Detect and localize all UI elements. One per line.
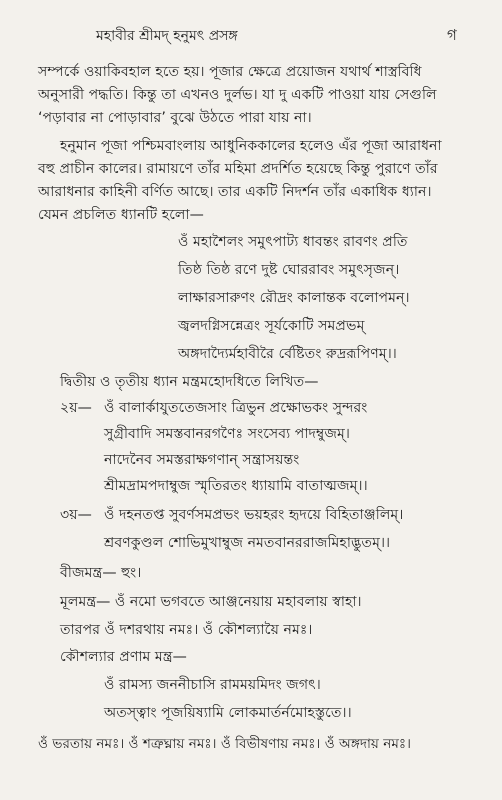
para2-line: বহু প্রাচীন কালের। রামায়ণে তাঁর মহিমা প্রদর্শিত হয়েছে কিন্তু পুরাণে তাঁর [38, 161, 438, 177]
dhyana1-line: ওঁ মহাশৈলং সমুৎপাট্য ধাবন্তং রাবণং প্রতি [178, 234, 408, 250]
dhyana1-line: তিষ্ঠ তিষ্ঠ রণে দুষ্ট ঘোররাবং সমুৎসৃজন্‌। [178, 262, 400, 278]
para1-line: অনুসারী পদ্ধতি। কিন্তু তা এখনও দুর্লভ। যা দু একটি পাওয়া যায় সেগুলি [38, 87, 437, 103]
dhyana2-label: ২য়— [60, 400, 92, 416]
final-line: ওঁ ভরতায় নমঃ। ওঁ শত্রুঘ্নায় নমঃ। ওঁ বিভীষণায় নমঃ। ওঁ অঙ্গদায় নমঃ। [38, 736, 412, 752]
dhyana2-line: ওঁ বালার্কাযুততেজসাং ত্রিভুন প্রক্ষোভকং সুন্দরং [104, 400, 368, 416]
mula-mantra: মূলমন্ত্র— ওঁ নমো ভগবতে আঞ্জনেয়ায় মহাবলায় স্বাহা। [60, 594, 362, 610]
dhyana2-line: শ্রীমদ্রামপদাম্বুজ স্মৃতিরতং ধ্যায়ামি বাতাত্মজম্‌।। [104, 478, 368, 494]
kausalya-title: কৌশল্যার প্রণাম মন্ত্র— [60, 649, 187, 665]
para1-line: সম্পর্কে ওয়াকিবহাল হতে হয়। পূজার ক্ষেত্রে প্রয়োজন যথার্থ শাস্ত্রবিধি [38, 64, 422, 80]
page-number: গ [447, 26, 457, 44]
para2-line: হনুমান পূজা পশ্চিমবাংলায় আধুনিককালের হলেও এঁর পূজা আরাধনা [60, 138, 442, 154]
dhyana3-line: ওঁ দহনতপ্ত সুবর্ণসমপ্রভং ভয়হরং হৃদয়ে বিহিতাঞ্জলিম্‌। [104, 507, 404, 523]
para1-line: ‘পড়াবার না পোড়াবার’ বুঝে উঠতে পারা যায় না। [38, 110, 312, 126]
running-title: মহাবীর শ্রীমদ্‌ হনুমৎ প্রসঙ্গ [96, 28, 238, 44]
kausalya-line: অতস্ত্বাং পূজয়িষ্যামি লোকমার্তর্নমোহস্তুতে।। [104, 705, 352, 721]
dhyana2-intro: দ্বিতীয় ও তৃতীয় ধ্যান মন্ত্রমহোদধিতে লিখিত— [60, 374, 319, 390]
para2-line: আরাধনার কাহিনী বর্ণিত আছে। তার একটি নিদর্শন তাঁর একাধিক ধ্যান। [38, 184, 432, 200]
kausalya-line: ওঁ রামস্য জননীচাসি রামময়মিদং জগৎ। [104, 677, 321, 693]
tarpor-line: তারপর ওঁ দশরথায় নমঃ। ওঁ কৌশল্যায়ৈ নমঃ। [60, 622, 313, 638]
dhyana3-line: শ্রবণকুণ্ডল শোভিমুখাম্বুজ নমতবানররাজমিহাদ্ভুতম্‌।। [104, 535, 391, 551]
page-header [0, 24, 502, 48]
bija-mantra: বীজমন্ত্র— হুং। [60, 565, 142, 581]
para2-line: যেমন প্রচলিত ধ্যানটি হলো— [38, 207, 204, 223]
dhyana1-line: লাক্ষারসারুণং রৌদ্রং কালান্তক বলোপমন্‌। [178, 290, 410, 306]
dhyana2-line: নাদেনৈব সমস্তরাক্ষগণান্‌ সন্ত্রাসয়ন্তং [104, 452, 300, 468]
dhyana3-label: ৩য়— [60, 507, 92, 523]
dhyana2-line: সুগ্রীবাদি সমস্তবানরগণৈঃ সংসেব্য পাদম্বুজম্‌। [104, 426, 351, 442]
dhyana1-line: অঙ্গদাদ্যৈর্মহাবীরৈ র্বেষ্টিতং রুদ্ররূপিণম্‌।। [178, 346, 397, 362]
dhyana1-line: জ্বলদগ্নিসন্নেত্রং সূর্যকোটি সমপ্রভম্‌ [178, 318, 365, 334]
